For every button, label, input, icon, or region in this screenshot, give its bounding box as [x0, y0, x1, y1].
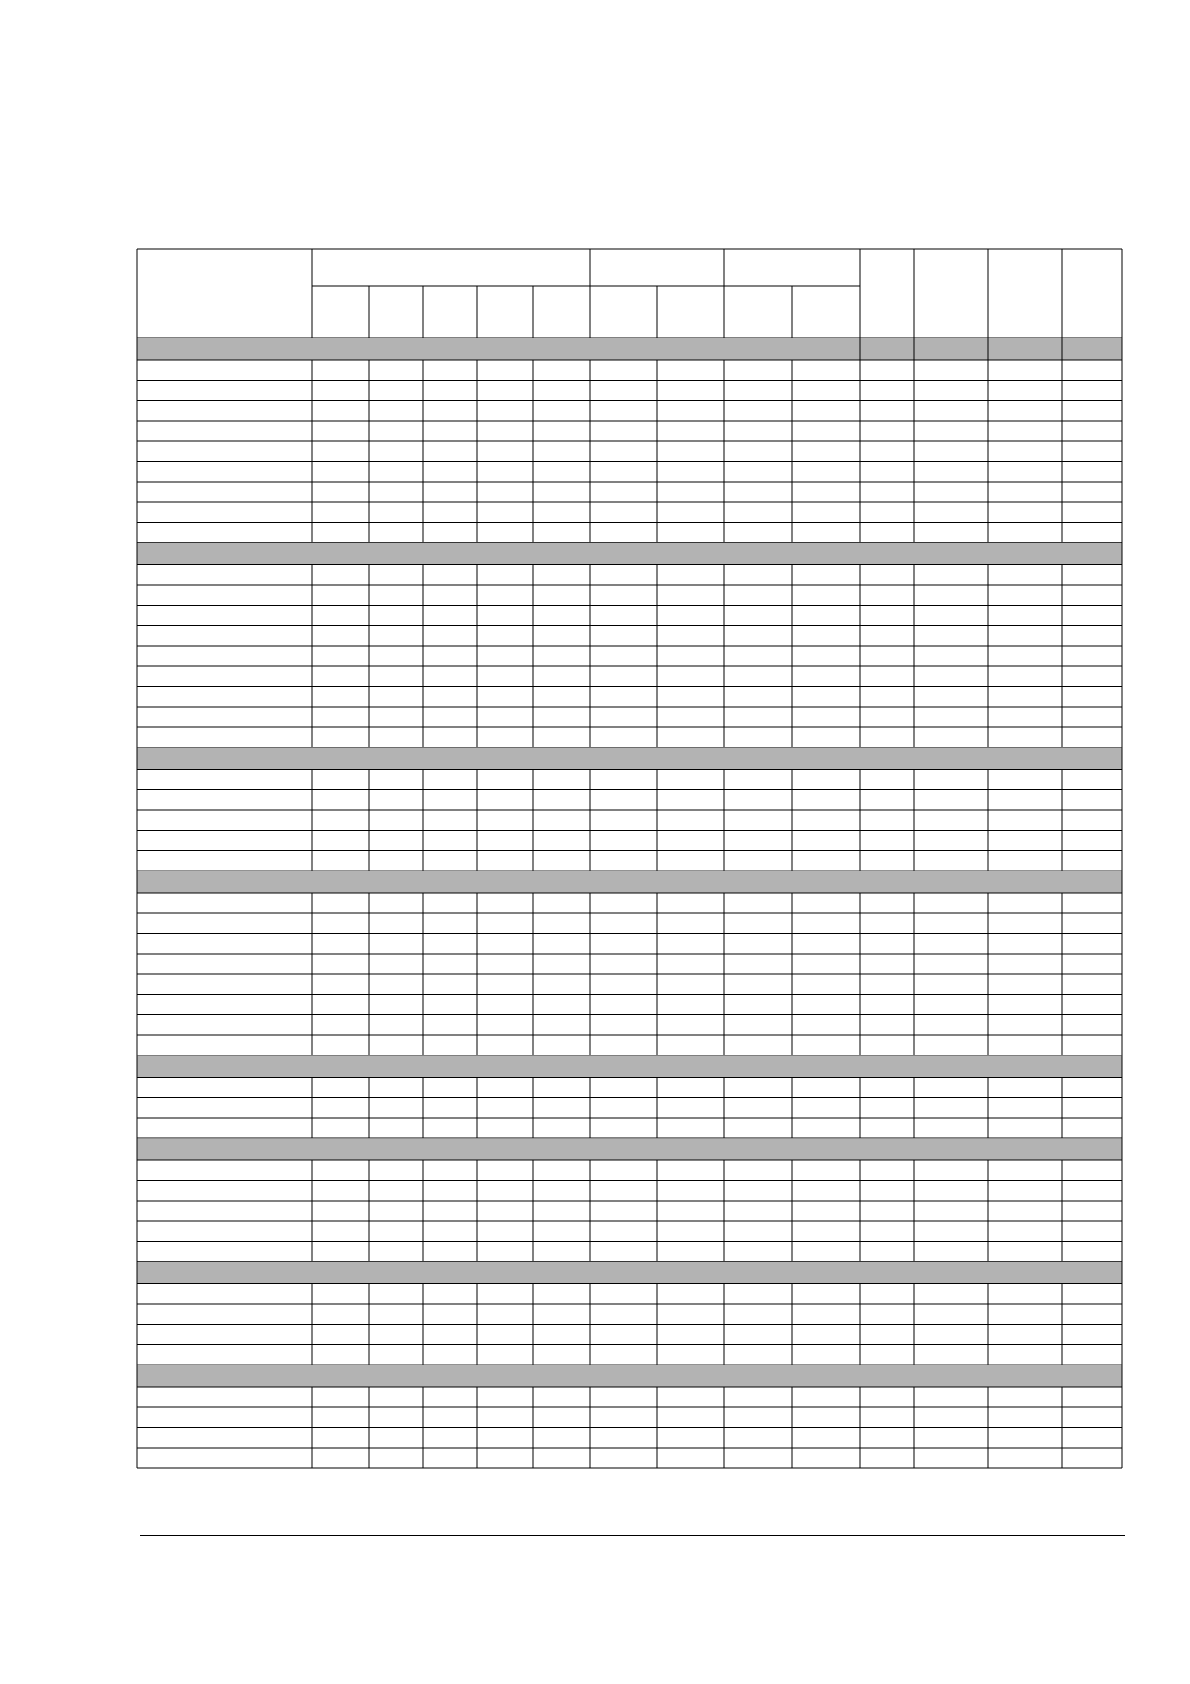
table-row	[137, 1428, 1122, 1448]
table-row	[137, 401, 1122, 421]
table-row	[137, 727, 1122, 747]
table-row	[137, 1015, 1122, 1035]
table-row	[137, 851, 1122, 871]
table-row	[137, 646, 1122, 666]
table-row	[137, 994, 1122, 1014]
table-row	[137, 482, 1122, 502]
table-row	[137, 1345, 1122, 1365]
footer-rule	[140, 1535, 1125, 1536]
table-row	[137, 974, 1122, 994]
table-row	[137, 1241, 1122, 1261]
table-row	[137, 441, 1122, 461]
table-row	[137, 1160, 1122, 1180]
table-row	[137, 605, 1122, 625]
table-row	[137, 893, 1122, 913]
table-row	[137, 421, 1122, 441]
table-row	[137, 522, 1122, 542]
table-row	[137, 687, 1122, 707]
table-row	[137, 565, 1122, 585]
table-row	[137, 934, 1122, 954]
table-row	[137, 1098, 1122, 1118]
table-row	[137, 1387, 1122, 1407]
table-row	[137, 1304, 1122, 1324]
table-row	[137, 769, 1122, 789]
table-row	[137, 954, 1122, 974]
table-row	[137, 502, 1122, 522]
section-band	[137, 1365, 1122, 1387]
table-row	[137, 830, 1122, 850]
table-row	[137, 1118, 1122, 1138]
table-row	[137, 666, 1122, 686]
section-band	[137, 1138, 1122, 1160]
table-row	[137, 1077, 1122, 1097]
section-band	[137, 747, 1122, 769]
table-row	[137, 1284, 1122, 1304]
table-row	[137, 1201, 1122, 1221]
section-band	[137, 1262, 1122, 1284]
table-row	[137, 790, 1122, 810]
table-row	[137, 1448, 1122, 1468]
table-row	[137, 1181, 1122, 1201]
table-row	[137, 810, 1122, 830]
table-row	[137, 707, 1122, 727]
table-row	[137, 360, 1122, 380]
table-row	[137, 1035, 1122, 1055]
table-row	[137, 585, 1122, 605]
section-band	[137, 338, 1122, 360]
table-row	[137, 1407, 1122, 1427]
section-band	[137, 1055, 1122, 1077]
section-band	[137, 871, 1122, 893]
table-row	[137, 380, 1122, 400]
table-row	[137, 913, 1122, 933]
section-band	[137, 543, 1122, 565]
table-row	[137, 462, 1122, 482]
table-row	[137, 626, 1122, 646]
table-row	[137, 1324, 1122, 1344]
table-row	[137, 1221, 1122, 1241]
